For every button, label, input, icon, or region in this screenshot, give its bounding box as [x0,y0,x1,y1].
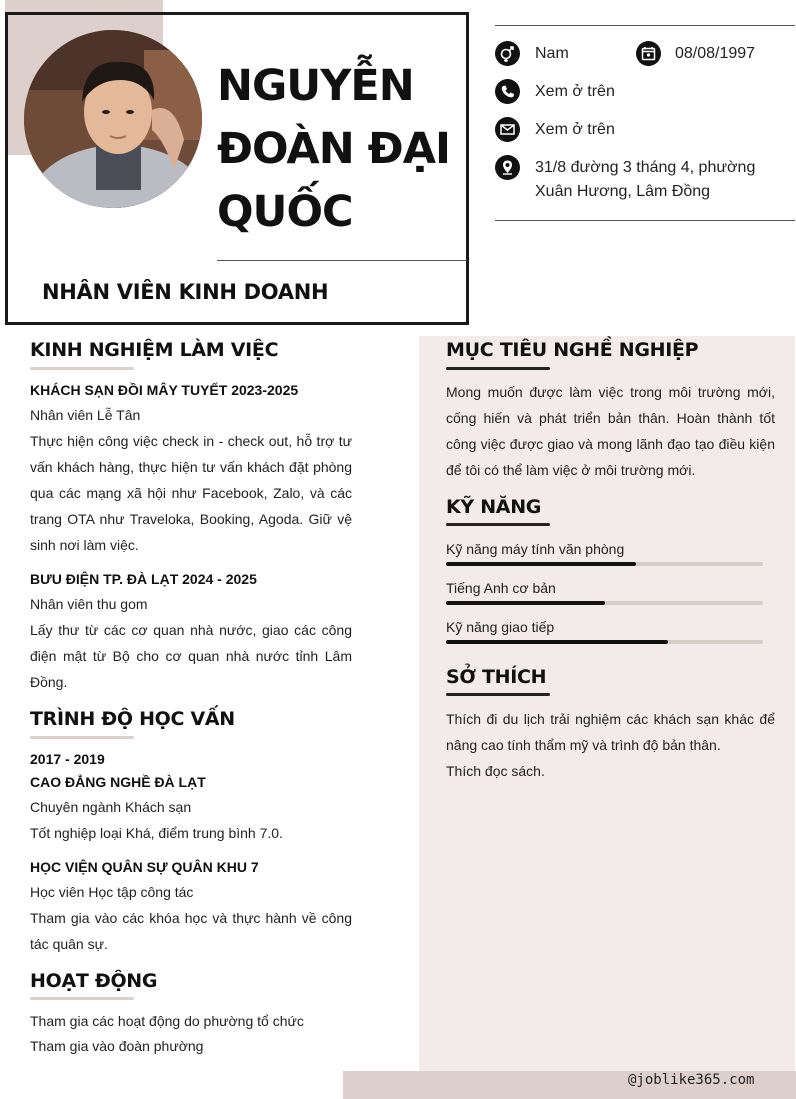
hobbies-title: SỞ THÍCH [446,666,547,688]
avatar [24,30,202,208]
objective-text [446,379,775,483]
skill-3-label: Kỹ năng giao tiếp [446,619,555,635]
address-line-1: 31/8 đường 3 tháng 4, phường [535,159,756,176]
job-1-description [30,428,352,558]
objective-title: MỤC TIÊU NGHỀ NGHIỆP [446,339,699,361]
gender-icon [495,41,520,66]
job-1-heading: KHÁCH SẠN ĐỒI MÂY TUYẾT 2023-2025 [30,382,299,398]
hobby-line: nâng cao tính thẩm mỹ và trình độ bản thân. [446,737,721,753]
birthday-value: 08/08/1997 [675,45,756,62]
job-2-heading: BƯU ĐIỆN TP. ĐÀ LẠT 2024 - 2025 [30,571,257,587]
education-years: 2017 - 2019 [30,751,105,767]
calendar-icon [636,41,661,66]
activity-item: Tham gia vào đoàn phường [30,1038,204,1054]
school-1-result: Tốt nghiệp loại Khá, điểm trung bình 7.0. [30,825,283,841]
objective-line: Mong muốn được làm việc trong môi trường mới, [446,384,775,400]
address-value [535,156,755,204]
job-2-desc-line: Lấy thư từ các cơ quan nhà nước, giao các công [30,622,352,638]
experience-underline [30,367,134,370]
hobby-line: Thích đi du lịch trải nghiệm các khách sạn khác để [446,711,775,727]
skill-1-label: Kỹ năng máy tính văn phòng [446,541,625,557]
skills-underline [446,523,550,526]
email-value: Xem ở trên [535,121,615,138]
school-1-name: CAO ĐẲNG NGHỀ ĐÀ LẠT [30,774,206,790]
activity-item: Tham gia các hoạt động do phường tổ chức [30,1013,304,1029]
address-line-2: Xuân Hương, Lâm Đồng [535,183,711,200]
contact-top-divider [495,25,795,26]
hobbies-text [446,706,775,784]
school-2-description [30,905,352,957]
gender-value: Nam [535,45,569,62]
hobby-line: Thích đọc sách. [446,763,545,779]
activities-title: HOẠT ĐỘNG [30,970,158,992]
skill-2-label: Tiếng Anh cơ bản [446,580,556,596]
school-2-desc-line: Tham gia vào các khóa học và thực hành về công [30,910,352,926]
school-2-desc-line: tác quân sự. [30,936,108,952]
name-divider [217,260,467,261]
objective-line: để tôi có thể làm việc ở môi trường mới. [446,462,696,478]
watermark-text: @joblike365.com [628,1072,755,1088]
name-line-3: QUỐC [217,187,353,237]
skill-3-fill [446,640,668,644]
skill-2-bar [446,601,763,605]
skill-2-fill [446,601,605,605]
skills-title: KỸ NĂNG [446,496,542,518]
objective-underline [446,367,550,370]
name-line-2: ĐOÀN ĐẠI [217,124,450,174]
school-1-major: Chuyên ngành Khách sạn [30,799,192,815]
education-underline [30,736,134,739]
activities-underline [30,997,134,1000]
job-2-desc-line: điện mật từ Bộ cho cơ quan nhà nước tỉnh Lâm [30,648,352,664]
school-2-name: HỌC VIỆN QUÂN SỰ QUÂN KHU 7 [30,859,259,875]
job-1-desc-line: sinh nơi làm việc. [30,537,139,553]
hobbies-underline [446,693,550,696]
job-1-role: Nhân viên Lễ Tân [30,407,141,423]
phone-icon [495,79,520,104]
phone-value: Xem ở trên [535,83,615,100]
name-line-1: NGUYỄN [217,61,414,111]
location-icon [495,155,520,180]
job-1-desc-line: trang OTA như Traveloka, Booking, Agoda. Giữ vệ [30,511,352,527]
job-1-desc-line: vấn khách hàng, thực hiện tư vấn khách đặt phòng [30,459,352,475]
objective-line: cống hiến và phát triển bản thân. Hoàn thành tốt [446,410,775,426]
contact-bottom-divider [495,220,795,221]
job-2-role: Nhân viên thu gom [30,596,148,612]
school-2-major: Học viên Học tập công tác [30,884,194,900]
education-title: TRÌNH ĐỘ HỌC VẤN [30,708,235,730]
job-1-desc-line: Thực hiện công việc check in - check out, hỗ trợ tư [30,433,352,449]
job-2-description [30,617,352,695]
objective-line: công việc được giao và mong lãnh đạo tạo điều kiện [446,436,775,452]
skill-1-bar [446,562,763,566]
job-title: NHÂN VIÊN KINH DOANH [42,280,329,304]
skill-1-fill [446,562,636,566]
job-1-desc-line: qua các mạng xã hội như Facebook, Zalo, và các [30,485,352,501]
skill-3-bar [446,640,763,644]
email-icon [495,117,520,142]
job-2-desc-line: Đồng. [30,674,68,690]
experience-title: KINH NGHIỆM LÀM VIỆC [30,339,279,361]
full-name [217,55,467,244]
